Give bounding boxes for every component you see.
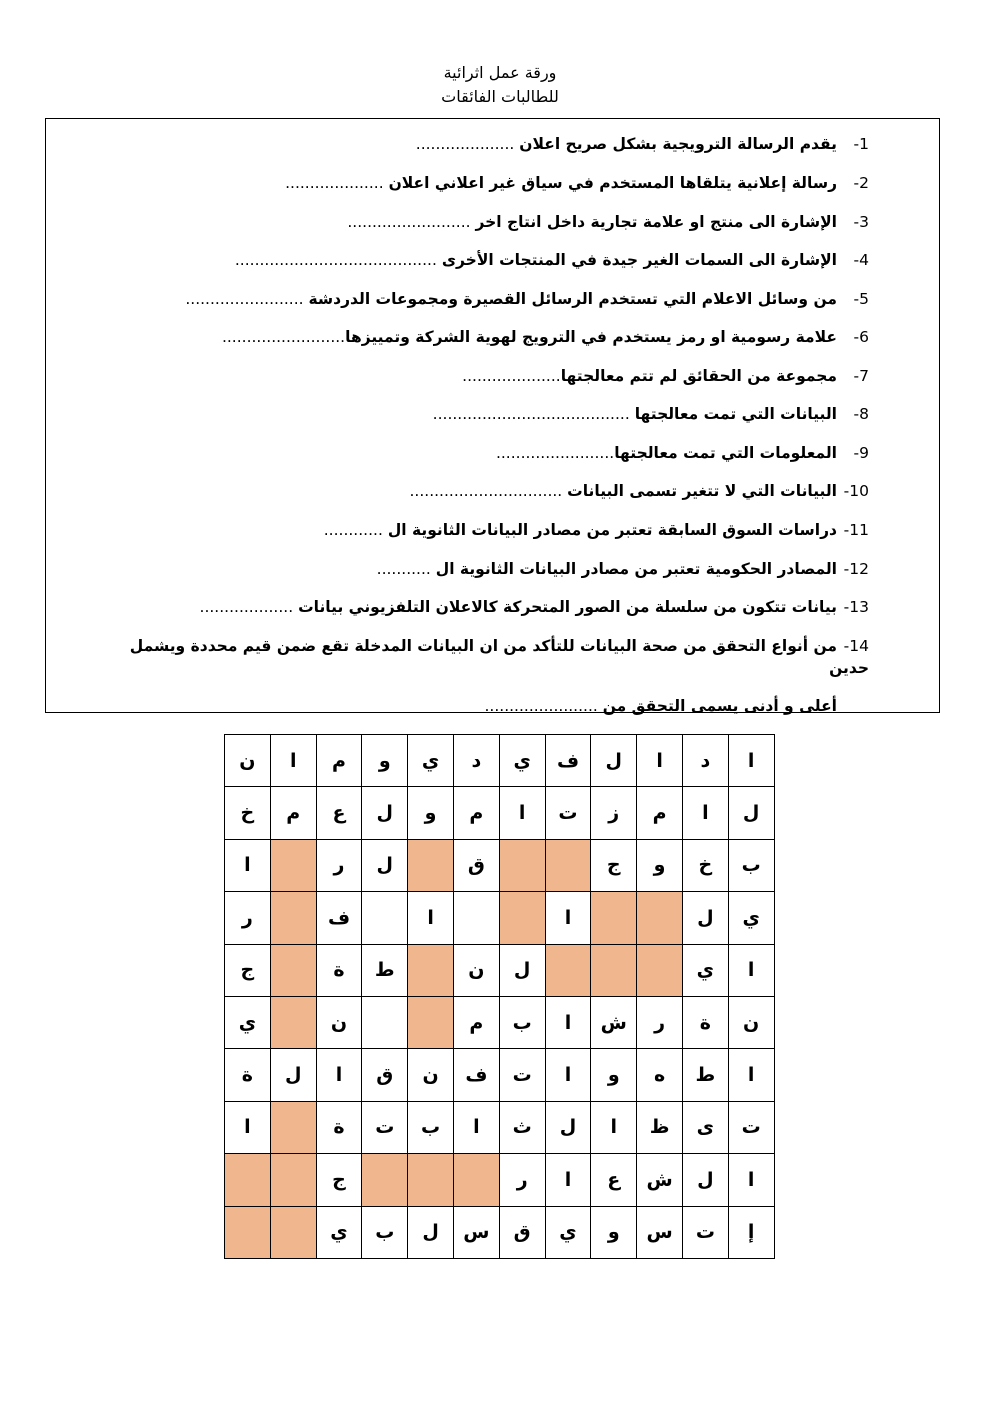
grid-cell[interactable]: ف [317, 892, 363, 944]
grid-cell[interactable]: ي [225, 997, 271, 1049]
grid-cell[interactable]: ط [362, 945, 408, 997]
grid-cell[interactable]: ة [317, 1102, 363, 1154]
grid-cell[interactable]: ع [317, 787, 363, 839]
grid-cell[interactable] [546, 945, 592, 997]
grid-cell[interactable]: ش [637, 1154, 683, 1206]
grid-cell[interactable]: م [637, 787, 683, 839]
grid-cell[interactable]: ب [729, 840, 775, 892]
grid-cell[interactable]: م [271, 787, 317, 839]
grid-cell[interactable]: ل [729, 787, 775, 839]
answer-blank[interactable]: ........................ [495, 444, 615, 462]
question-text: البيانات التي لا تتغير تسمى البيانات [567, 482, 837, 500]
question-text: يقدم الرسالة الترويجية بشكل صريح اعلان [519, 135, 837, 153]
grid-cell[interactable]: ن [225, 735, 271, 787]
question-9 [496, 442, 869, 464]
grid-cell[interactable]: ا [591, 1102, 637, 1154]
grid-cell[interactable]: ا [225, 840, 271, 892]
grid-cell[interactable]: ط [683, 1049, 729, 1101]
grid-cell[interactable]: ظ [637, 1102, 683, 1154]
grid-cell[interactable] [408, 1154, 454, 1206]
grid-cell[interactable]: ب [362, 1207, 408, 1259]
grid-cell[interactable]: ت [729, 1102, 775, 1154]
grid-cell[interactable]: ا [454, 1102, 500, 1154]
question-text: الإشارة الى منتج او علامة تجارية داخل انتاج اخر [475, 213, 837, 231]
grid-cell[interactable] [591, 892, 637, 944]
question-4 [235, 249, 869, 271]
question-12 [377, 558, 869, 580]
grid-cell[interactable] [271, 892, 317, 944]
grid-cell[interactable] [271, 1207, 317, 1259]
grid-cell[interactable]: س [454, 1207, 500, 1259]
questions-box [45, 118, 940, 713]
grid-cell[interactable]: ا [546, 892, 592, 944]
grid-cell[interactable]: ق [500, 1207, 546, 1259]
grid-cell[interactable]: ب [500, 997, 546, 1049]
grid-cell[interactable]: ث [500, 1102, 546, 1154]
question-7 [462, 365, 869, 387]
worksheet-title: ورقة عمل اثرائية [443, 63, 557, 82]
grid-cell[interactable]: ف [546, 735, 592, 787]
grid-cell[interactable]: م [454, 997, 500, 1049]
grid-cell[interactable]: ش [591, 997, 637, 1049]
grid-cell[interactable]: ي [683, 945, 729, 997]
grid-cell[interactable]: ي [408, 735, 454, 787]
grid-cell[interactable]: ا [408, 892, 454, 944]
grid-cell[interactable]: ر [225, 892, 271, 944]
grid-cell[interactable] [454, 892, 500, 944]
grid-cell[interactable]: ا [225, 1102, 271, 1154]
grid-cell[interactable]: ن [454, 945, 500, 997]
grid-cell[interactable] [408, 840, 454, 892]
question-number: 2- [853, 174, 869, 192]
grid-cell[interactable]: ا [683, 787, 729, 839]
question-1 [416, 133, 869, 155]
question-14 [93, 635, 869, 717]
question-5 [185, 288, 869, 310]
grid-cell[interactable]: ا [729, 1154, 775, 1206]
worksheet-subtitle: للطالبات الفائقات [441, 87, 559, 106]
grid-cell[interactable]: د [454, 735, 500, 787]
grid-cell[interactable] [271, 840, 317, 892]
grid-cell[interactable] [362, 892, 408, 944]
question-continuation-text: أعلى و أدنى يسمى التحقق من [602, 697, 837, 715]
question-text: بيانات تتكون من سلسلة من الصور المتحركة كالاعلان التلفزيوني بيانات [298, 598, 837, 616]
answer-blank[interactable]: ............................... [409, 482, 568, 500]
grid-cell[interactable] [408, 997, 454, 1049]
grid-cell[interactable]: ى [683, 1102, 729, 1154]
question-6 [222, 326, 869, 348]
answer-blank[interactable]: ................... [199, 598, 299, 616]
grid-cell[interactable] [225, 1154, 271, 1206]
grid-cell[interactable] [271, 997, 317, 1049]
question-number: 12- [843, 560, 869, 578]
grid-cell[interactable]: ق [454, 840, 500, 892]
answer-blank[interactable]: ........................................ [432, 405, 635, 423]
question-text: علامة رسومية او رمز يستخدم في الترويج لهوية الشركة وتمييزها [345, 328, 837, 346]
grid-cell[interactable] [637, 945, 683, 997]
grid-cell[interactable]: ا [729, 1049, 775, 1101]
grid-cell[interactable] [408, 945, 454, 997]
grid-cell[interactable]: ي [317, 1207, 363, 1259]
grid-cell[interactable]: م [454, 787, 500, 839]
question-number: 1- [853, 135, 869, 153]
grid-cell[interactable]: خ [225, 787, 271, 839]
answer-blank[interactable]: ......................................... [234, 251, 442, 269]
question-text: البيانات التي تمت معالجتها [634, 405, 837, 423]
grid-cell[interactable]: ا [317, 1049, 363, 1101]
question-11 [324, 519, 869, 541]
grid-cell[interactable] [225, 1207, 271, 1259]
grid-cell[interactable]: ج [225, 945, 271, 997]
grid-cell[interactable]: ا [637, 735, 683, 787]
question-2 [285, 172, 869, 194]
grid-cell[interactable]: ت [683, 1207, 729, 1259]
grid-cell[interactable]: ت [362, 1102, 408, 1154]
grid-cell[interactable]: خ [683, 840, 729, 892]
question-text: من وسائل الاعلام التي تستخدم الرسائل القصيرة ومجموعات الدردشة [308, 290, 837, 308]
grid-cell[interactable] [637, 892, 683, 944]
grid-cell[interactable]: و [408, 787, 454, 839]
grid-cell[interactable] [271, 1102, 317, 1154]
grid-cell[interactable]: ل [362, 787, 408, 839]
question-10 [409, 480, 869, 502]
question-text: من أنواع التحقق من صحة البيانات للتأكد من ان البيانات المدخلة تقع ضمن قيم محددة ويشمل حدين [129, 637, 869, 677]
grid-cell[interactable]: ي [729, 892, 775, 944]
grid-cell[interactable]: ة [317, 945, 363, 997]
grid-cell[interactable]: ة [683, 997, 729, 1049]
question-number: 3- [853, 213, 869, 231]
grid-cell[interactable]: ل [408, 1207, 454, 1259]
grid-cell[interactable]: ة [225, 1049, 271, 1101]
grid-cell[interactable]: ز [591, 787, 637, 839]
grid-cell[interactable] [500, 840, 546, 892]
grid-cell[interactable]: ا [271, 735, 317, 787]
question-text: مجموعة من الحقائق لم تتم معالجتها [560, 367, 837, 385]
answer-blank[interactable]: ........... [376, 560, 436, 578]
grid-cell[interactable]: د [683, 735, 729, 787]
question-number: 6- [853, 328, 869, 346]
answer-blank[interactable]: .................... [415, 135, 520, 153]
grid-cell[interactable]: ج [317, 1154, 363, 1206]
question-13 [200, 596, 869, 618]
answer-blank[interactable]: ............ [323, 521, 388, 539]
question-text: دراسات السوق السابقة تعتبر من مصادر البيانات الثانوية ال [387, 521, 837, 539]
grid-cell[interactable]: ا [546, 1154, 592, 1206]
grid-cell[interactable]: ه [637, 1049, 683, 1101]
question-number: 10- [843, 482, 869, 500]
question-number: 5- [853, 290, 869, 308]
grid-cell[interactable]: ل [271, 1049, 317, 1101]
question-number: 11- [843, 521, 869, 539]
grid-cell[interactable]: ل [591, 735, 637, 787]
grid-cell[interactable]: ا [546, 1049, 592, 1101]
grid-cell[interactable]: إ [729, 1207, 775, 1259]
answer-blank[interactable]: ......................... [347, 213, 476, 231]
question-number: 9- [853, 444, 869, 462]
answer-blank[interactable]: ......................... [221, 328, 346, 346]
question-3 [347, 211, 869, 233]
answer-blank[interactable]: ....................... [484, 697, 603, 715]
question-8 [433, 403, 869, 425]
answer-blank[interactable]: .................... [285, 174, 389, 192]
grid-cell[interactable]: ق [362, 1049, 408, 1101]
question-text: رسالة إعلانية يتلقاها المستخدم في سياق غير اعلاني اعلان [388, 174, 837, 192]
grid-cell[interactable]: ل [683, 1154, 729, 1206]
grid-cell[interactable] [454, 1154, 500, 1206]
answer-blank[interactable]: .................... [462, 367, 561, 385]
grid-cell[interactable]: ف [454, 1049, 500, 1101]
grid-cell[interactable]: ر [500, 1154, 546, 1206]
question-number: 7- [853, 367, 869, 385]
grid-cell[interactable]: ي [546, 1207, 592, 1259]
grid-cell[interactable]: ن [408, 1049, 454, 1101]
grid-cell[interactable]: م [317, 735, 363, 787]
grid-cell[interactable]: ر [317, 840, 363, 892]
grid-cell[interactable]: و [591, 1207, 637, 1259]
grid-cell[interactable]: و [362, 735, 408, 787]
grid-cell[interactable]: ج [591, 840, 637, 892]
grid-cell[interactable]: ل [500, 945, 546, 997]
grid-cell[interactable]: ا [500, 787, 546, 839]
grid-cell[interactable]: ل [362, 840, 408, 892]
grid-cell[interactable]: ل [683, 892, 729, 944]
grid-cell[interactable]: ر [637, 997, 683, 1049]
grid-cell[interactable]: س [637, 1207, 683, 1259]
grid-cell[interactable]: و [637, 840, 683, 892]
question-number: 14- [843, 637, 869, 655]
grid-cell[interactable]: ي [500, 735, 546, 787]
grid-cell[interactable] [546, 840, 592, 892]
grid-cell[interactable]: ت [500, 1049, 546, 1101]
question-text: الإشارة الى السمات الغير جيدة في المنتجات الأخرى [441, 251, 837, 269]
grid-cell[interactable]: ا [729, 735, 775, 787]
question-number: 13- [843, 598, 869, 616]
grid-cell[interactable]: ع [591, 1154, 637, 1206]
grid-cell[interactable]: ل [546, 1102, 592, 1154]
question-number: 8- [853, 405, 869, 423]
grid-cell[interactable]: و [591, 1049, 637, 1101]
grid-cell[interactable] [271, 1154, 317, 1206]
question-text: المعلومات التي تمت معالجتها [614, 444, 837, 462]
grid-cell[interactable] [271, 945, 317, 997]
question-continuation [93, 695, 869, 717]
grid-cell[interactable]: ن [729, 997, 775, 1049]
grid-cell[interactable]: ا [729, 945, 775, 997]
grid-cell[interactable]: ب [408, 1102, 454, 1154]
grid-cell[interactable] [362, 997, 408, 1049]
grid-cell[interactable]: ا [546, 997, 592, 1049]
answer-blank[interactable]: ........................ [185, 290, 309, 308]
grid-cell[interactable]: ن [317, 997, 363, 1049]
grid-cell[interactable] [362, 1154, 408, 1206]
grid-cell[interactable]: ت [546, 787, 592, 839]
question-number: 4- [853, 251, 869, 269]
word-search-grid [224, 734, 775, 1259]
grid-cell[interactable] [591, 945, 637, 997]
question-text: المصادر الحكومية تعتبر من مصادر البيانات الثانوية ال [435, 560, 837, 578]
grid-cell[interactable] [500, 892, 546, 944]
